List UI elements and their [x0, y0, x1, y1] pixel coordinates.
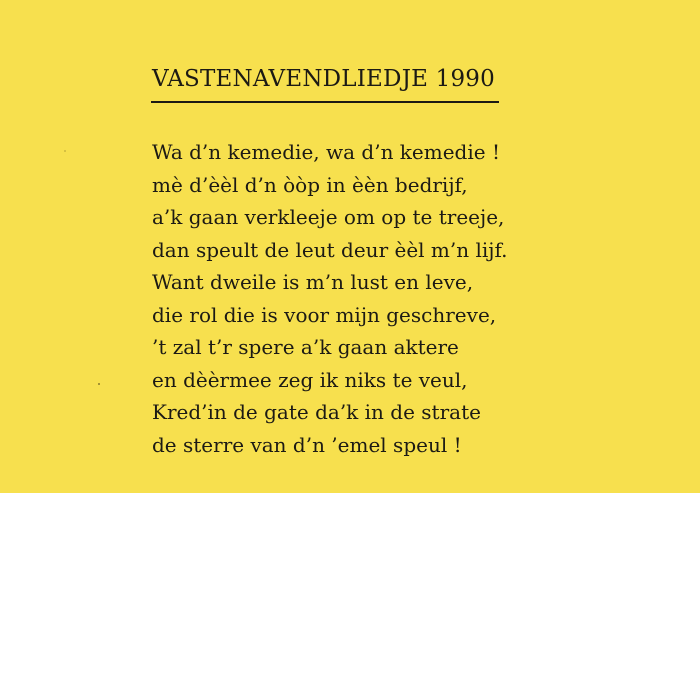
poem-line-10: de sterre van d’n ’emel speul ! [152, 432, 462, 457]
poem-line-3: a’k gaan verkleeje om op te treeje, [152, 205, 505, 229]
poem-line-7: ’t zal t’r spere a’k gaan aktere [152, 335, 459, 359]
poem-line-8: en dèèrmee zeg ik niks te veul, [152, 367, 468, 392]
poem-line-5: Want dweile is m’n lust en leve, [152, 270, 474, 294]
poem-line-1: Wa d’n kemedie, wa d’n kemedie ! [152, 140, 500, 164]
poem-line-6: die rol die is voor mijn geschreve, [152, 302, 497, 327]
poem [152, 136, 508, 461]
paper-speck [64, 150, 66, 152]
page-title: VASTENAVENDLIEDJE 1990 [152, 66, 495, 92]
title-underline [151, 101, 499, 103]
poem-line-9: Kred’in de gate da’k in de strate [152, 400, 481, 424]
poem-line-2: mè d’èèl d’n òòp in èèn bedrijf, [152, 172, 468, 197]
poem-line-4: dan speult de leut deur èèl m’n lijf. [152, 237, 508, 262]
paper-speck [98, 383, 100, 385]
